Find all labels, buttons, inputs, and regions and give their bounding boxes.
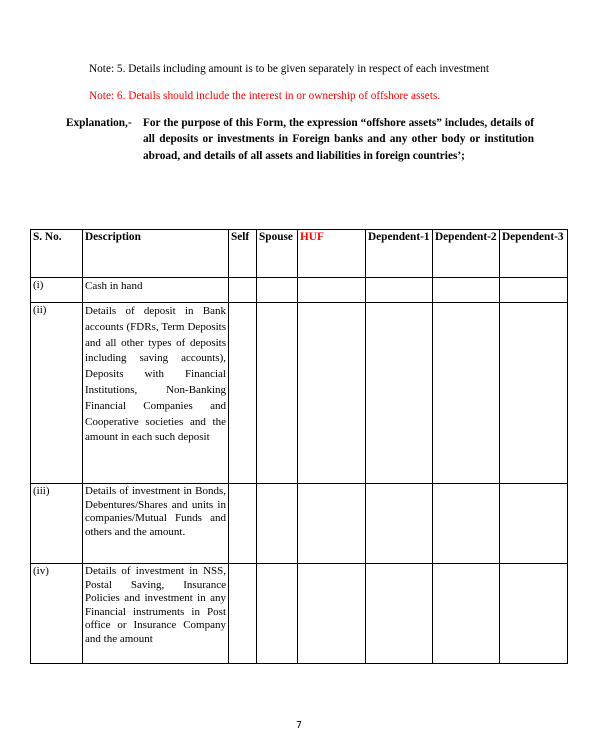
cell-dependent-3[interactable] — [500, 278, 568, 303]
table-header-row — [31, 230, 568, 278]
row-sno: (i) — [31, 278, 83, 303]
row-description: Cash in hand — [83, 278, 229, 303]
table-row — [31, 564, 568, 664]
cell-huf[interactable] — [298, 278, 366, 303]
cell-dependent-2[interactable] — [433, 278, 500, 303]
cell-spouse[interactable] — [257, 564, 298, 664]
table-row — [31, 484, 568, 564]
cell-dependent-1[interactable] — [366, 564, 433, 664]
offshore-assets-table — [30, 229, 568, 664]
row-description: Details of investment in Bonds, Debentures/Shares and units in companies/Mutual Funds and others and the amount. — [83, 484, 229, 564]
table-row — [31, 303, 568, 484]
cell-spouse[interactable] — [257, 484, 298, 564]
header-description: Description — [83, 230, 229, 278]
cell-dependent-2[interactable] — [433, 303, 500, 484]
header-dependent-3: Dependent-3 — [500, 230, 568, 278]
header-huf: HUF — [298, 230, 366, 278]
header-dependent-2: Dependent-2 — [433, 230, 500, 278]
explanation-text: For the purpose of this Form, the expression “offshore assets” includes, details of all deposits or investments in Foreign banks and any other body or institution abroad, and details of all assets and liabilities in foreign countries’; — [143, 117, 534, 162]
note-5: Note: 5. Details including amount is to be given separately in respect of each investment — [89, 63, 489, 75]
note-6: Note: 6. Details should include the interest in or ownership of offshore assets. — [89, 90, 441, 102]
row-sno: (iv) — [31, 564, 83, 664]
cell-dependent-1[interactable] — [366, 484, 433, 564]
row-description: Details of investment in NSS, Postal Saving, Insurance Policies and investment in any Financial instruments in Post office or Insurance Company and the amount — [83, 564, 229, 664]
header-sno: S. No. — [31, 230, 83, 278]
header-spouse: Spouse — [257, 230, 298, 278]
cell-dependent-1[interactable] — [366, 303, 433, 484]
header-self: Self — [229, 230, 257, 278]
cell-self[interactable] — [229, 303, 257, 484]
cell-dependent-2[interactable] — [433, 564, 500, 664]
cell-huf[interactable] — [298, 484, 366, 564]
table-row — [31, 278, 568, 303]
cell-huf[interactable] — [298, 303, 366, 484]
cell-dependent-3[interactable] — [500, 484, 568, 564]
explanation-label: Explanation,- — [66, 117, 132, 129]
row-sno: (ii) — [31, 303, 83, 484]
cell-spouse[interactable] — [257, 303, 298, 484]
page-number: 7 — [296, 720, 303, 731]
cell-self[interactable] — [229, 278, 257, 303]
cell-self[interactable] — [229, 564, 257, 664]
cell-dependent-3[interactable] — [500, 564, 568, 664]
row-description: Details of deposit in Bank accounts (FDRs, Term Deposits and all other types of deposits including saving accounts), Deposits with Financial Institutions, Non-Banking Financial Companies and Cooperative societies and the amount in each such deposit — [83, 303, 229, 484]
cell-spouse[interactable] — [257, 278, 298, 303]
header-dependent-1: Dependent-1 — [366, 230, 433, 278]
cell-huf[interactable] — [298, 564, 366, 664]
cell-self[interactable] — [229, 484, 257, 564]
cell-dependent-1[interactable] — [366, 278, 433, 303]
cell-dependent-2[interactable] — [433, 484, 500, 564]
cell-dependent-3[interactable] — [500, 303, 568, 484]
row-sno: (iii) — [31, 484, 83, 564]
